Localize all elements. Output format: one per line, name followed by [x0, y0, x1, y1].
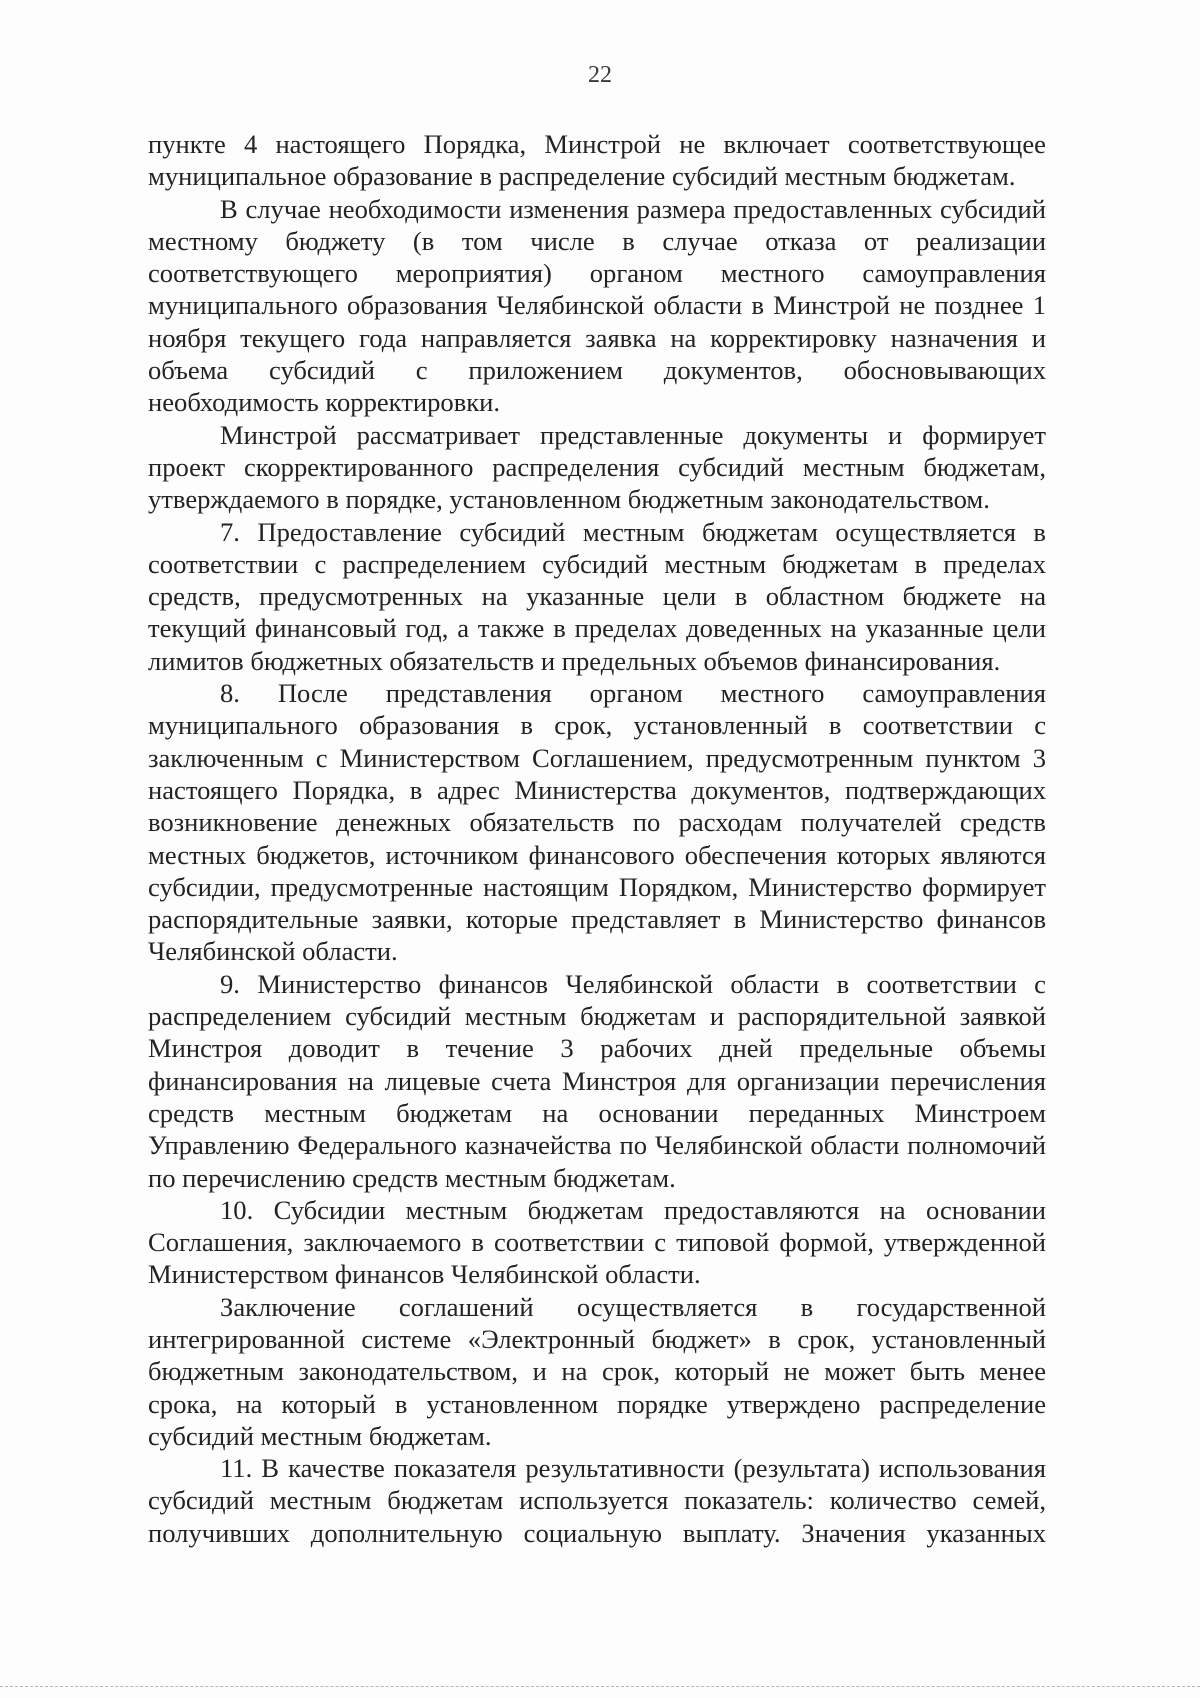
paragraph: Минстрой рассматривает представленные документы и формирует проект скорректированного распределения субсидий местным бюджетам, утверждаемого в порядке, установленном бюджетным законодательством. — [148, 419, 1046, 515]
page-number: 22 — [588, 62, 612, 88]
paragraph: пункте 4 настоящего Порядка, Минстрой не включает соответствующее муниципальное образование в распределение субсидий местным бюджетам. — [148, 129, 1046, 192]
paragraph: 9. Министерство финансов Челябинской области в соответствии с распределением субсидий местным бюджетам и распорядительной заявкой Минстроя доводит в течение 3 рабочих дней предельные объемы финансирования на лицевые счета Минстроя для организации перечисления средств местным бюджетам на основании переданных Минстроем Управлению Федерального казначейства по Челябинской области полномочий по перечислению средств местным бюджетам. — [148, 968, 1046, 1193]
paragraph: 7. Предоставление субсидий местным бюджетам осуществляется в соответствии с распределением субсидий местным бюджетам в пределах средств, предусмотренных на указанные цели в областном бюджете на текущий финансовый год, а также в пределах доведенных на указанные цели лимитов бюджетных обязательств и предельных объемов финансирования. — [148, 516, 1046, 676]
paragraph: 8. После представления органом местного самоуправления муниципального образования в срок, установленный в соответствии с заключенным с Министерством Соглашением, предусмотренным пунктом 3 настоящего Порядка, в адрес Министерства документов, подтверждающих возникновение денежных обязательств по расходам получателей средств местных бюджетов, источником финансового обеспечения которых являются субсидии, предусмотренные настоящим Порядком, Министерство формирует распорядительные заявки, которые представляет в Министерство финансов Челябинской области. — [148, 678, 1046, 967]
paragraph: Заключение соглашений осуществляется в государственной интегрированной системе «Электронный бюджет» в срок, установленный бюджетным законодательством, и на срок, который не может быть менее срока, на который в установленном порядке утверждено распределение субсидий местным бюджетам. — [148, 1291, 1046, 1451]
scan-edge-line — [0, 1686, 1200, 1687]
document-body — [148, 128, 1046, 1549]
paragraph: 10. Субсидии местным бюджетам предоставляются на основании Соглашения, заключаемого в соответствии с типовой формой, утвержденной Министерством финансов Челябинской области. — [148, 1194, 1046, 1290]
paragraph: В случае необходимости изменения размера предоставленных субсидий местному бюджету (в том числе в случае отказа от реализации соответствующего мероприятия) органом местного самоуправления муниципального образования Челябинской области в Минстрой не позднее 1 ноября текущего года направляется заявка на корректировку назначения и объема субсидий с приложением документов, обосновывающих необходимость корректировки. — [148, 193, 1046, 418]
paragraph: 11. В качестве показателя результативности (результата) использования субсидий местным бюджетам используется показатель: количество семей, получивших дополнительную социальную выплату. Значения указанных — [148, 1453, 1046, 1548]
